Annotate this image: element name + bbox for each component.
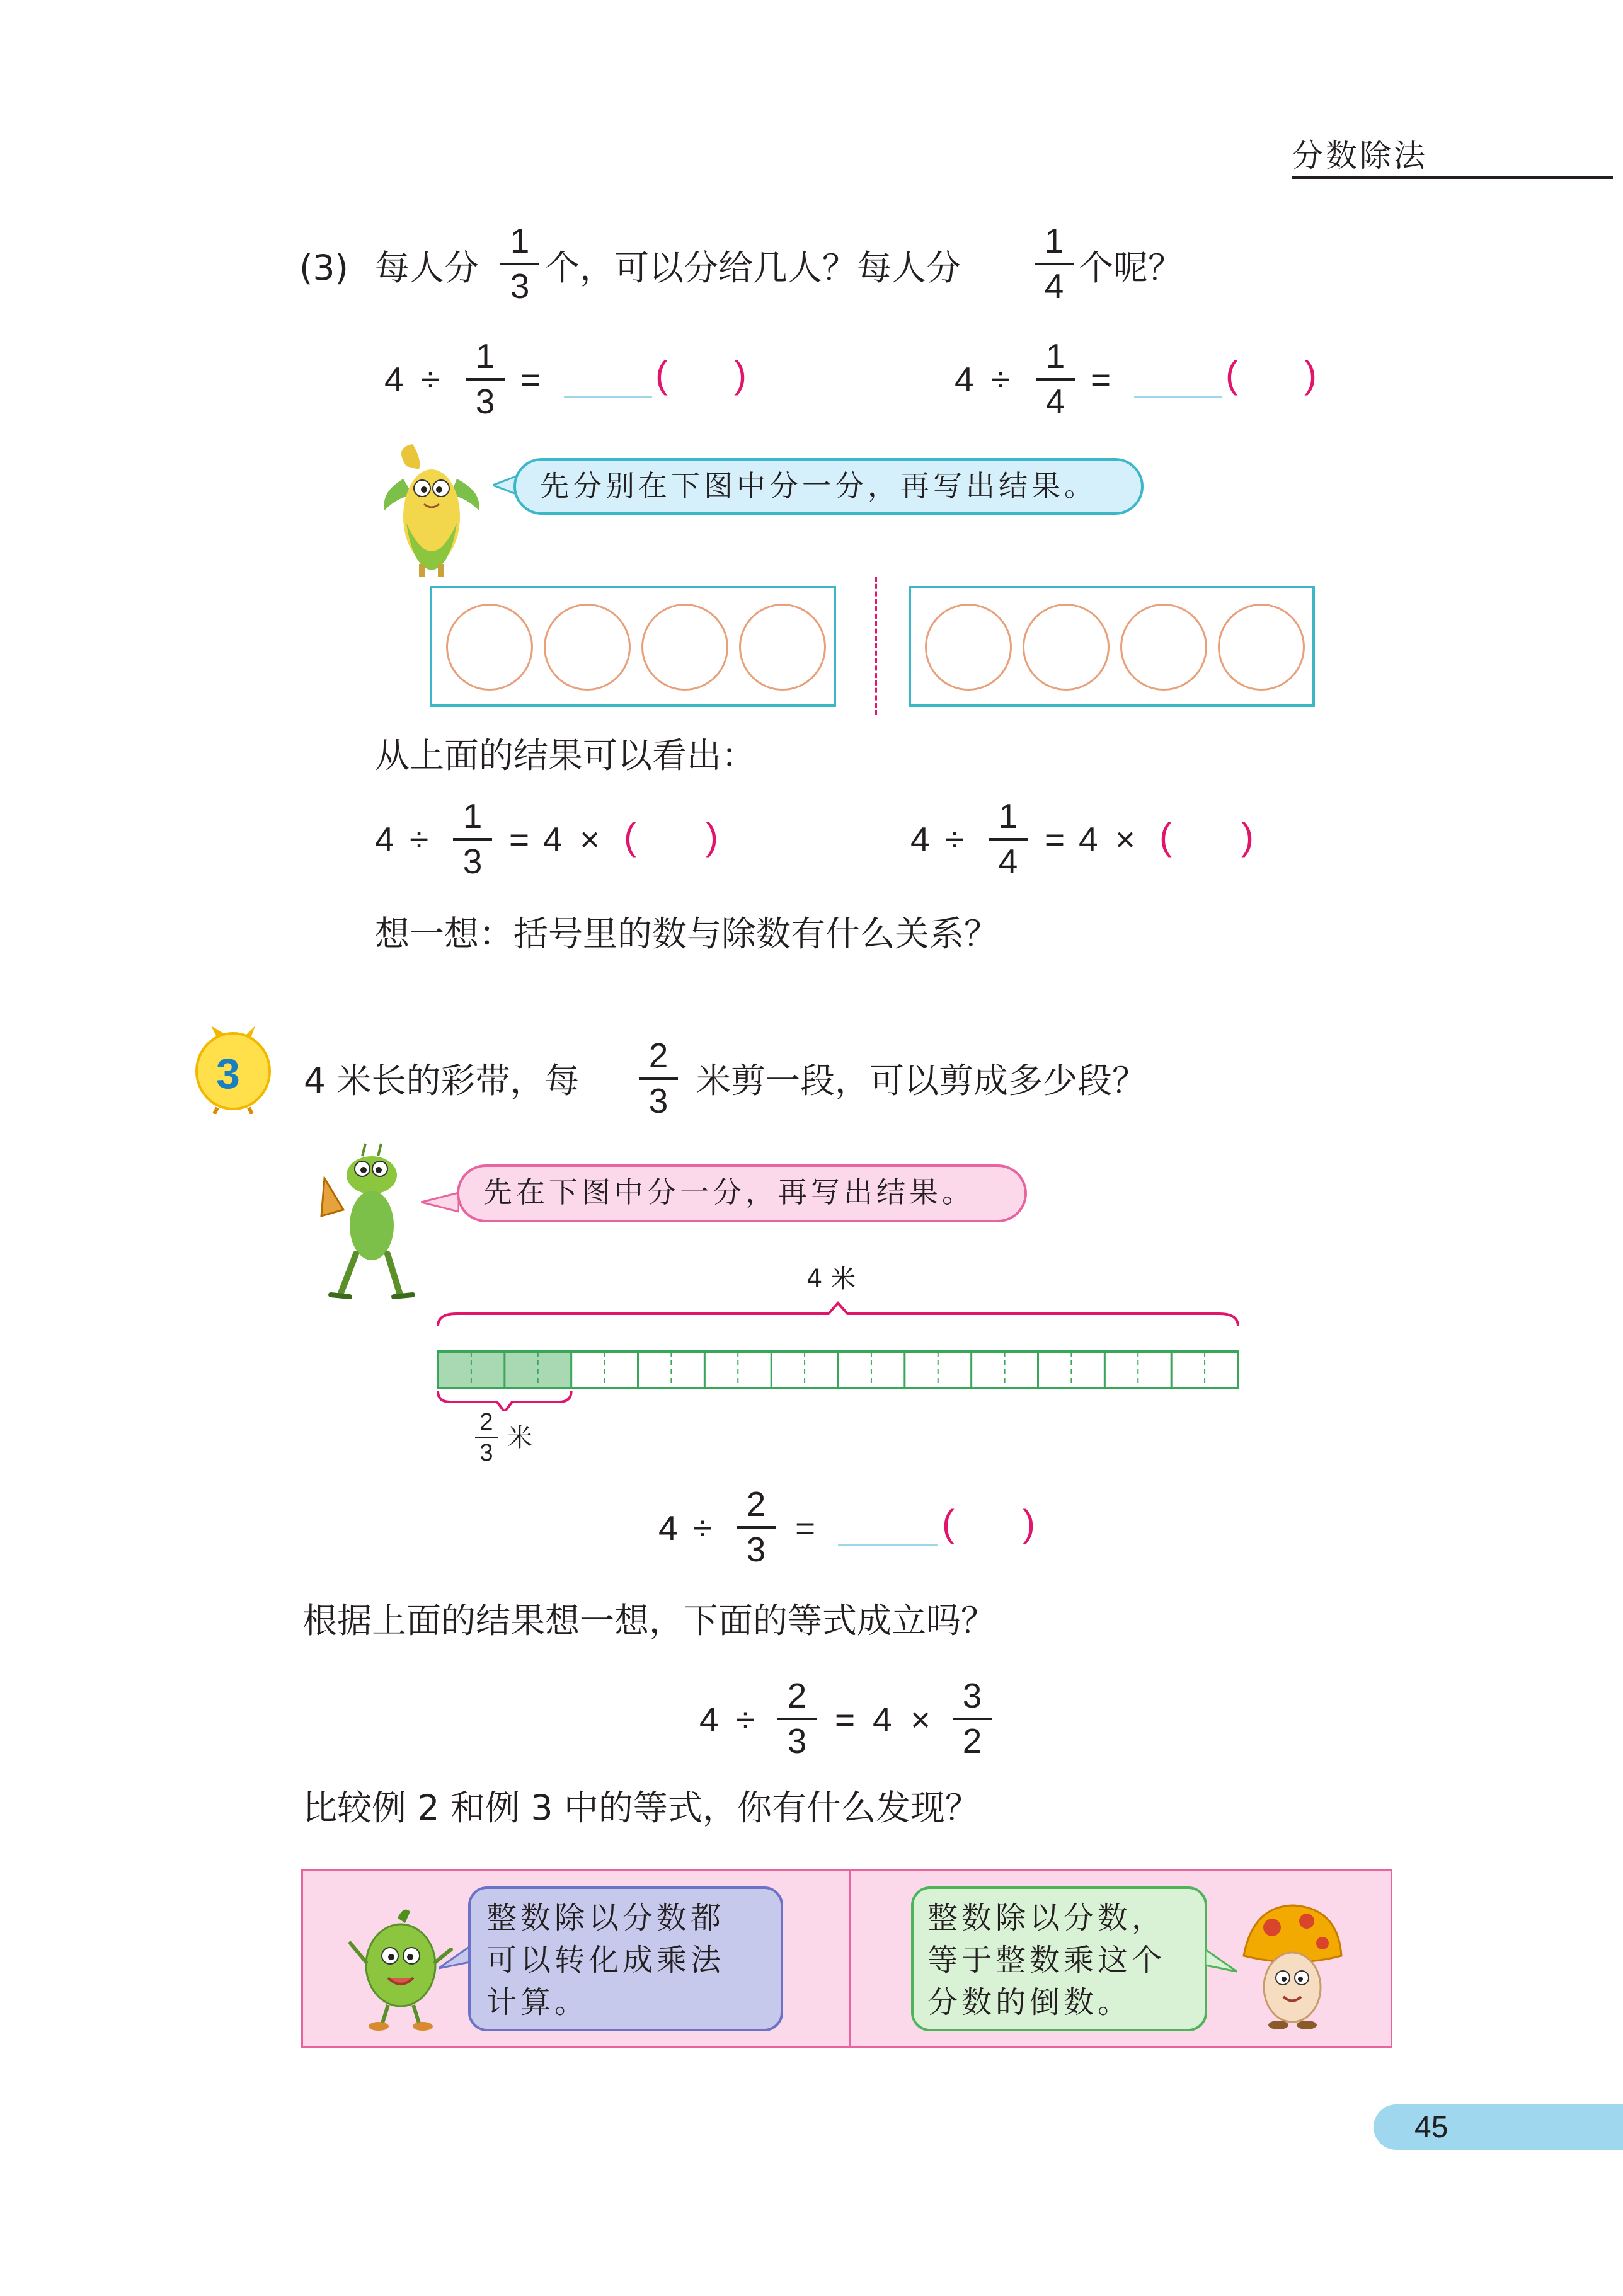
fraction-three-halves: 3 2 bbox=[950, 1679, 994, 1767]
fraction-two-thirds-small: 2 3 bbox=[471, 1410, 502, 1467]
summary-bubble-left bbox=[468, 1886, 783, 2031]
answer-blank[interactable] bbox=[1134, 396, 1222, 398]
summary-line: 整数除以分数， bbox=[927, 1900, 1166, 1936]
answer-paren-close: ) bbox=[734, 353, 747, 396]
fraction-one-quarter: 1 4 bbox=[986, 799, 1030, 887]
fraction-two-thirds: 2 3 bbox=[775, 1679, 819, 1767]
circle-shape[interactable] bbox=[1218, 604, 1305, 691]
hint-text: 先分别在下图中分一分，再写出结果。 bbox=[540, 469, 1097, 503]
example3-question-b: 米剪一段，可以剪成多少段？ bbox=[696, 1060, 1147, 1101]
hint-text: 先在下图中分一分，再写出结果。 bbox=[483, 1175, 975, 1209]
part3-question-c: 个呢？ bbox=[1079, 248, 1183, 288]
fraction-one-third: 1 3 bbox=[450, 799, 495, 887]
summary-bubble-right bbox=[911, 1886, 1207, 2031]
section-title: 分数除法 bbox=[1292, 137, 1428, 174]
summary-line: 分数的倒数。 bbox=[927, 1985, 1132, 2020]
part3-question-b: 个，可以分给几人？每人分 bbox=[545, 248, 961, 288]
corn-mascot-illustration bbox=[369, 441, 495, 580]
example-number: 3 bbox=[216, 1050, 240, 1098]
hint-bubble-ribbon bbox=[457, 1164, 1027, 1222]
mushroom-mascot-illustration bbox=[1234, 1899, 1348, 2031]
page-number-tab bbox=[1374, 2104, 1623, 2150]
answer-paren-open: ( bbox=[942, 1502, 955, 1544]
dashed-divider bbox=[875, 577, 877, 715]
answer-paren-input[interactable] bbox=[1175, 818, 1238, 859]
answer-paren-open: ( bbox=[1159, 815, 1172, 858]
fraction-two-thirds: 2 3 bbox=[636, 1038, 680, 1127]
answer-paren-input[interactable] bbox=[639, 818, 703, 859]
circle-shape[interactable] bbox=[739, 604, 826, 691]
answer-paren-close: ) bbox=[1304, 353, 1317, 396]
circle-shape[interactable] bbox=[1023, 604, 1110, 691]
summary-panel bbox=[301, 1869, 1392, 2048]
answer-blank[interactable] bbox=[564, 396, 652, 398]
answer-paren-close: ) bbox=[1241, 815, 1254, 858]
ribbon-total-label: 4 米 bbox=[806, 1265, 856, 1294]
circle-shape[interactable] bbox=[641, 604, 728, 691]
answer-paren-input[interactable] bbox=[1241, 356, 1301, 397]
hint-bubble-divide bbox=[513, 458, 1144, 515]
part3-question-a: 每人分 bbox=[375, 248, 479, 288]
answer-paren-input[interactable] bbox=[671, 356, 731, 397]
circle-box-right bbox=[909, 586, 1315, 707]
answer-paren-open: ( bbox=[624, 815, 636, 858]
hint-bubble-tail bbox=[421, 1190, 459, 1215]
ribbon-diagram bbox=[428, 1298, 1247, 1411]
fraction-one-third: 1 3 bbox=[463, 339, 507, 427]
fraction-one-quarter: 1 4 bbox=[1032, 224, 1076, 312]
example3-question-a: 4 米长的彩带，每 bbox=[304, 1060, 580, 1101]
header-rule bbox=[1292, 176, 1613, 179]
fraction-one-third: 1 3 bbox=[498, 224, 542, 312]
summary-divider bbox=[849, 1871, 851, 2046]
answer-paren-open: ( bbox=[655, 353, 668, 396]
verify-prompt: 根据上面的结果想一想，下面的等式成立吗？ bbox=[302, 1600, 996, 1641]
summary-line: 可以转化成乘法 bbox=[486, 1943, 725, 1978]
answer-paren-open: ( bbox=[1225, 353, 1238, 396]
think-prompt: 想一想：括号里的数与除数有什么关系？ bbox=[375, 914, 999, 954]
observe-text: 从上面的结果可以看出： bbox=[375, 735, 757, 776]
circle-shape[interactable] bbox=[925, 604, 1012, 691]
fraction-two-thirds: 2 3 bbox=[734, 1487, 778, 1575]
circle-box-left bbox=[430, 586, 836, 707]
answer-paren-input[interactable] bbox=[958, 1505, 1021, 1546]
ribbon-unit-label: 米 bbox=[507, 1423, 532, 1452]
ribbon-total-brace bbox=[438, 1303, 1238, 1326]
part3-label: (3) bbox=[299, 248, 348, 288]
circle-shape[interactable] bbox=[544, 604, 631, 691]
circle-shape[interactable] bbox=[446, 604, 533, 691]
compare-prompt: 比较例 2 和例 3 中的等式，你有什么发现？ bbox=[302, 1788, 980, 1828]
answer-paren-close: ) bbox=[706, 815, 718, 858]
fraction-one-quarter: 1 4 bbox=[1033, 339, 1077, 427]
summary-line: 等于整数乘这个 bbox=[927, 1943, 1166, 1978]
summary-line: 计算。 bbox=[486, 1985, 589, 2020]
bubble-tail-left bbox=[439, 1943, 470, 1975]
answer-blank[interactable] bbox=[838, 1544, 938, 1546]
circle-shape[interactable] bbox=[1120, 604, 1207, 691]
grasshopper-mascot-illustration bbox=[312, 1140, 425, 1304]
page-number: 45 bbox=[1414, 2111, 1448, 2144]
ribbon-segment-brace bbox=[438, 1391, 571, 1411]
summary-line: 整数除以分数都 bbox=[486, 1900, 725, 1936]
answer-paren-close: ) bbox=[1023, 1502, 1035, 1544]
bubble-tail-right bbox=[1205, 1946, 1237, 1978]
